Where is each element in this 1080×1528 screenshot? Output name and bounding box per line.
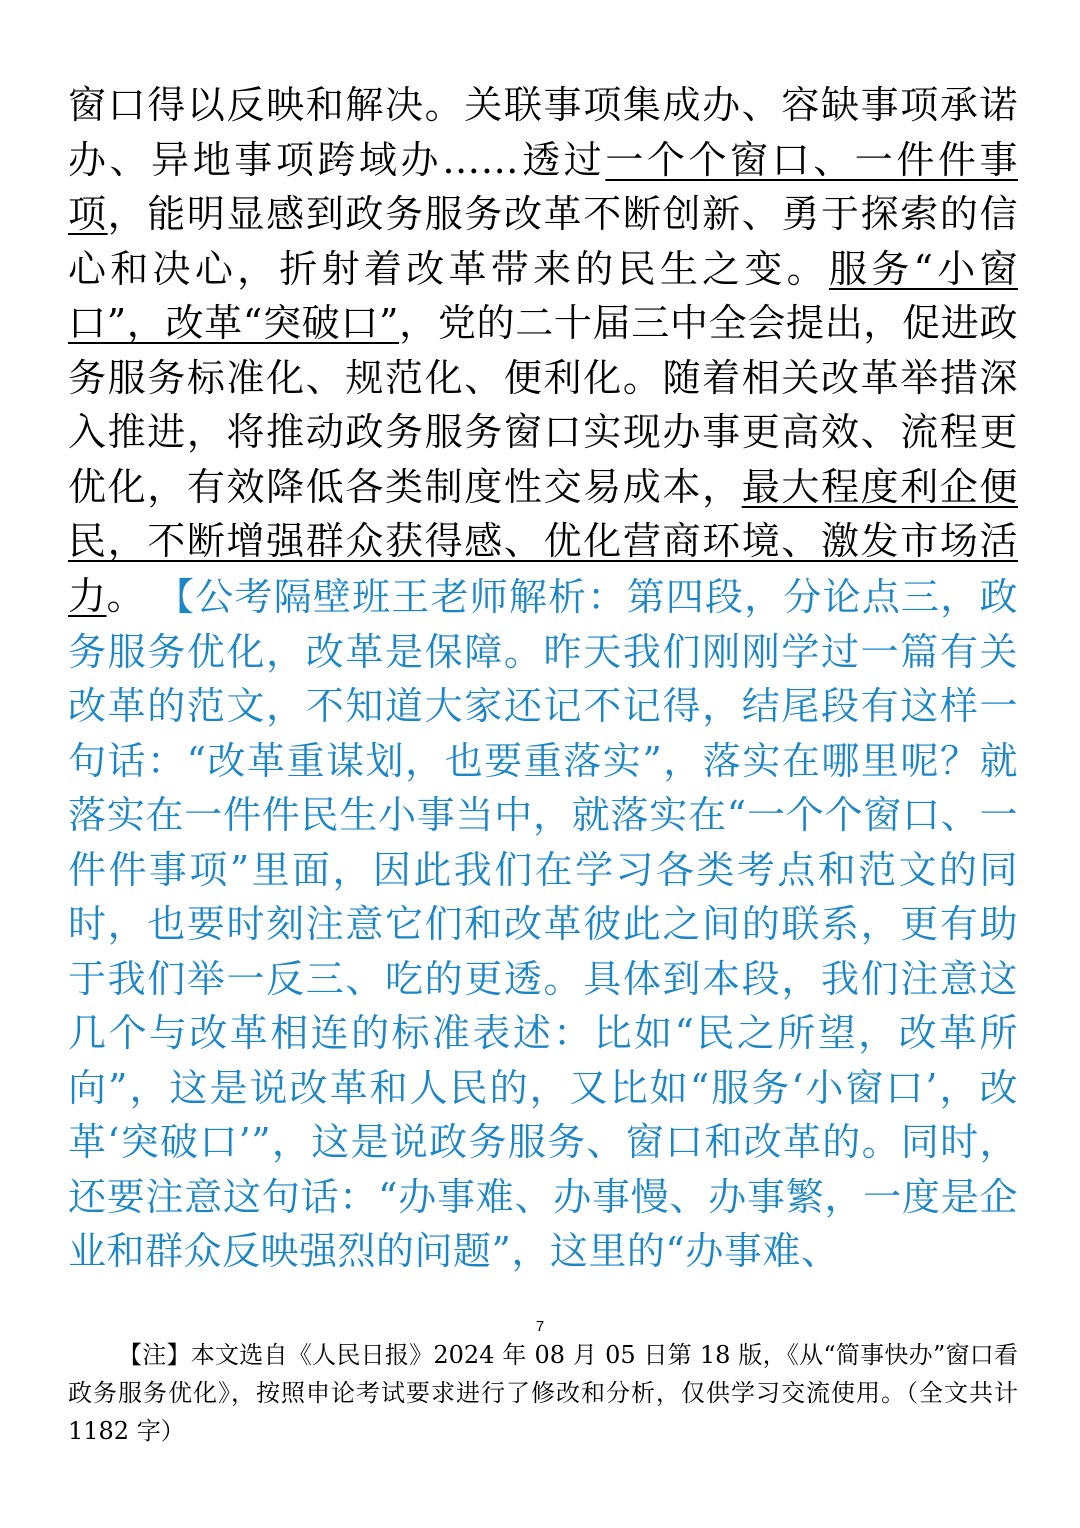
paragraph-text: ，能明显感到政务服务改革不断创新、勇于探索的信心和决心，折射着改革带来的民生之变。 <box>68 192 1018 291</box>
analysis-paragraph: 【公考隔壁班王老师解析：第四段，分论点三，政务服务优化，改革是保障。昨天我们刚刚学过一篇有关改革的范文，不知道大家还记不记得，结尾段有这样一句话：“改革重谋划，也要重落实”，落实在哪里呢？就落实在一件件民生小事当中，就落实在“一个个窗口、一件件事项”里面，因此我们在学习各类考点和范文的同时，也要时刻注意它们和改革彼此之间的联系，更有助于我们举一反三、吃的更透。具体到本段，我们注意这几个与改革相连的标准表述：比如“民之所望，改革所向”，这是说改革和人民的，又比如“服务‘小窗口’，改革‘突破口’”，这是说政务服务、窗口和改革的。同时，还要注意这句话：“办事难、办事慢、办事繁，一度是企业和群众反映强烈的问题”，这里的“办事难、 <box>68 575 1018 1273</box>
paragraph-text: ，党的二十届三中全会提出，促进政务服务标准化、规范化、便利化。随着相关改革举措深入推进，将推动政务服务窗口实现办事更高效、流程更优化，有效降低各类制度性交易成本， <box>68 301 1018 509</box>
footnote: 【注】本文选自《人民日报》2024 年 08 月 05 日第 18 版，《从“简事快办”窗口看政务服务优化》，按照申论考试要求进行了修改和分析，仅供学习交流使用。（全文共计 1182 字） <box>68 1341 1018 1445</box>
underlined-phrase: 一个个窗口、一件件事项 <box>68 137 1018 236</box>
paragraph-text: 。 <box>106 573 146 618</box>
underlined-phrase: 服务“小窗口”，改革“突破口” <box>68 246 1018 345</box>
underlined-phrase: 最大程度利企便民，不断增强群众获得感、优化营商环境、激发市场活力 <box>68 464 1018 618</box>
main-paragraph <box>68 78 1018 623</box>
page-number: 7 <box>535 1318 545 1335</box>
paragraph-text: 窗口得以反映和解决。关联事项集成办、容缺事项承诺办、异地事项跨域办……透过 <box>68 83 1018 182</box>
